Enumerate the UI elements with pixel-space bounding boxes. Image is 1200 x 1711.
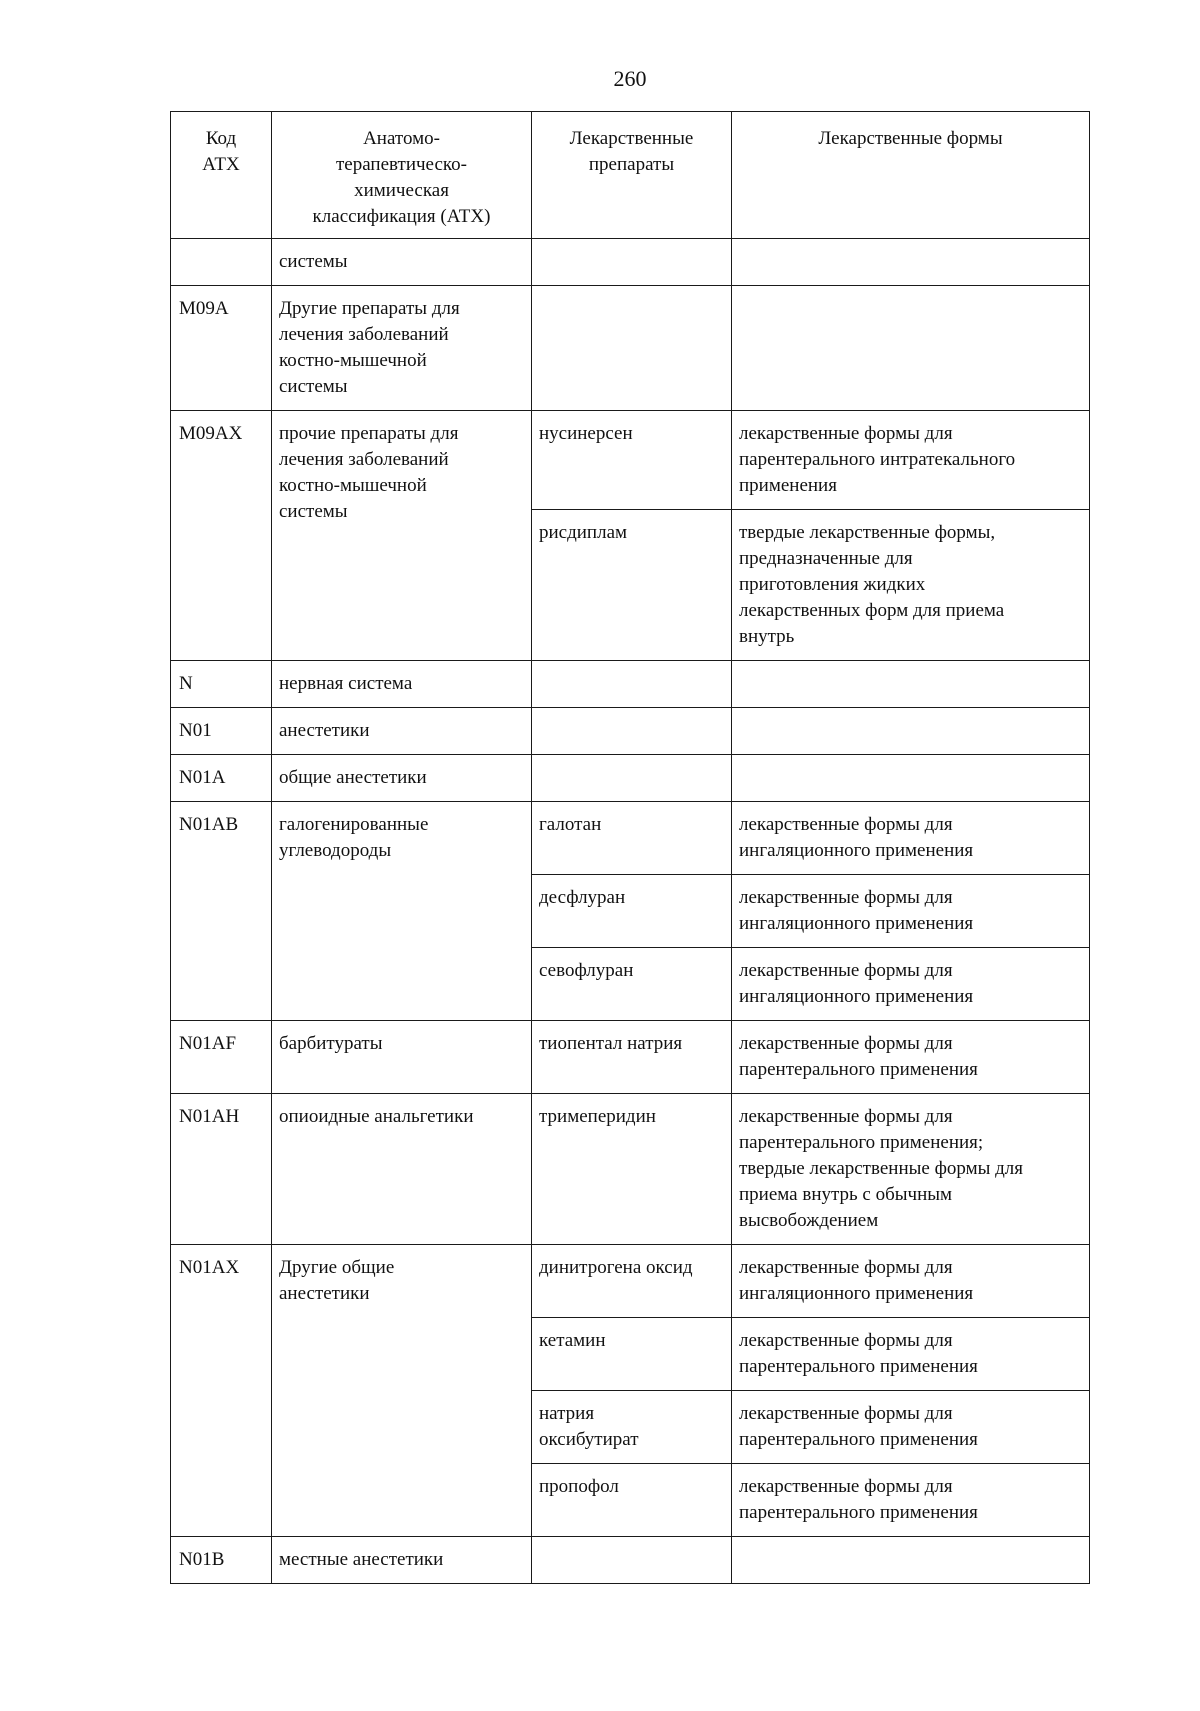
atc-classification-cell: Другие препараты для лечения заболеваний костно-мышечной системы	[272, 286, 532, 411]
atc-code-cell: N01AB	[171, 802, 272, 1021]
dosage-form-cell: лекарственные формы для ингаляционного применения	[732, 948, 1090, 1021]
atc-classification-cell: галогенированные углеводороды	[272, 802, 532, 1021]
header-code: Код АТХ	[171, 112, 272, 239]
drug-cell: галотан	[532, 802, 732, 875]
table-header-row	[171, 112, 1090, 239]
dosage-form-cell	[732, 1537, 1090, 1584]
atc-code-cell: N	[171, 661, 272, 708]
atc-classification-cell: местные анестетики	[272, 1537, 532, 1584]
drug-cell	[532, 1537, 732, 1584]
dosage-form-cell: лекарственные формы для парентерального применения	[732, 1318, 1090, 1391]
atc-code-cell: N01B	[171, 1537, 272, 1584]
dosage-form-cell: лекарственные формы для парентерального применения	[732, 1464, 1090, 1537]
atc-classification-cell: системы	[272, 239, 532, 286]
table-row	[171, 1245, 1090, 1318]
dosage-form-cell	[732, 755, 1090, 802]
atc-code-cell: N01AF	[171, 1021, 272, 1094]
drug-cell	[532, 239, 732, 286]
dosage-form-cell: твердые лекарственные формы, предназначенные для приготовления жидких лекарственных форм для приема внутрь	[732, 510, 1090, 661]
table-row	[171, 239, 1090, 286]
atc-classification-cell: общие анестетики	[272, 755, 532, 802]
dosage-form-cell: лекарственные формы для ингаляционного применения	[732, 802, 1090, 875]
atc-classification-cell: анестетики	[272, 708, 532, 755]
table-row	[171, 802, 1090, 875]
drug-cell	[532, 661, 732, 708]
atc-classification-cell: опиоидные анальгетики	[272, 1094, 532, 1245]
drug-cell: рисдиплам	[532, 510, 732, 661]
table-row	[171, 755, 1090, 802]
dosage-form-cell: лекарственные формы для парентерального применения	[732, 1021, 1090, 1094]
dosage-form-cell	[732, 286, 1090, 411]
atc-classification-cell: барбитураты	[272, 1021, 532, 1094]
atc-code-cell: M09AX	[171, 411, 272, 661]
table-row	[171, 1021, 1090, 1094]
page-number: 260	[613, 66, 647, 91]
dosage-form-cell: лекарственные формы для ингаляционного применения	[732, 1245, 1090, 1318]
table-body	[171, 239, 1090, 1584]
drug-cell: севофлуран	[532, 948, 732, 1021]
dosage-form-cell	[732, 239, 1090, 286]
drug-cell: кетамин	[532, 1318, 732, 1391]
dosage-form-cell: лекарственные формы для парентерального применения; твердые лекарственные формы для приема внутрь с обычным высвобождением	[732, 1094, 1090, 1245]
drug-cell: тримеперидин	[532, 1094, 732, 1245]
dosage-form-cell	[732, 661, 1090, 708]
header-forms: Лекарственные формы	[732, 112, 1090, 239]
atc-code-cell: N01A	[171, 755, 272, 802]
drug-cell: динитрогена оксид	[532, 1245, 732, 1318]
atc-classification-cell: Другие общие анестетики	[272, 1245, 532, 1537]
atc-code-cell: N01AX	[171, 1245, 272, 1537]
drug-cell	[532, 755, 732, 802]
atc-classification-cell: нервная система	[272, 661, 532, 708]
dosage-form-cell	[732, 708, 1090, 755]
table-row	[171, 1537, 1090, 1584]
dosage-form-cell: лекарственные формы для ингаляционного применения	[732, 875, 1090, 948]
dosage-form-cell: лекарственные формы для парентерального интратекального применения	[732, 411, 1090, 510]
atc-code-cell: N01AH	[171, 1094, 272, 1245]
drug-cell: тиопентал натрия	[532, 1021, 732, 1094]
table-row	[171, 1094, 1090, 1245]
drug-cell: пропофол	[532, 1464, 732, 1537]
atc-table	[170, 111, 1090, 1584]
atc-code-cell: M09A	[171, 286, 272, 411]
drug-cell: десфлуран	[532, 875, 732, 948]
table-row	[171, 411, 1090, 510]
drug-cell: нусинерсен	[532, 411, 732, 510]
table-row	[171, 286, 1090, 411]
header-classification: Анатомо- терапевтическо- химическая классификация (АТХ)	[272, 112, 532, 239]
atc-code-cell: N01	[171, 708, 272, 755]
header-drugs: Лекарственные препараты	[532, 112, 732, 239]
drug-cell: натрия оксибутират	[532, 1391, 732, 1464]
drug-cell	[532, 708, 732, 755]
atc-code-cell	[171, 239, 272, 286]
drug-cell	[532, 286, 732, 411]
table-row	[171, 661, 1090, 708]
atc-classification-cell: прочие препараты для лечения заболеваний костно-мышечной системы	[272, 411, 532, 661]
table-row	[171, 708, 1090, 755]
dosage-form-cell: лекарственные формы для парентерального применения	[732, 1391, 1090, 1464]
